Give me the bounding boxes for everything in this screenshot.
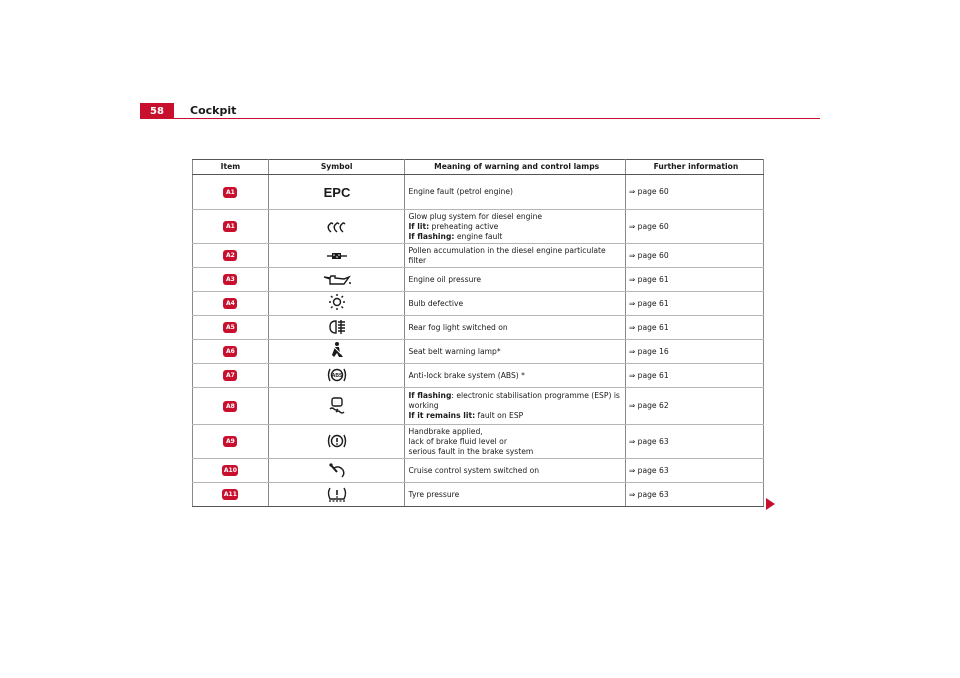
- table-row: [193, 210, 764, 244]
- symbol-cell: [268, 244, 405, 268]
- item-badge: A11: [223, 491, 237, 498]
- page-reference-link[interactable]: ⇒ page 60: [628, 221, 669, 231]
- meaning-cell: [405, 483, 625, 507]
- abs-icon: [326, 366, 348, 384]
- symbol-cell: [268, 483, 405, 507]
- column-header-meaning: Meaning of warning and control lamps: [405, 160, 625, 175]
- meaning-line: [408, 427, 624, 437]
- meaning-line: [408, 275, 624, 285]
- table-row: [193, 244, 764, 268]
- meaning-cell: [405, 292, 625, 316]
- table-row: [193, 364, 764, 388]
- meaning-cell: [405, 175, 625, 210]
- item-badge: A10: [223, 467, 237, 474]
- meaning-cell: [405, 210, 625, 244]
- meaning-cell: [405, 316, 625, 340]
- table-row: [193, 483, 764, 507]
- meaning-text: Bulb defective: [408, 298, 464, 308]
- svg-text:EPC: EPC: [323, 184, 350, 200]
- meaning-line: [408, 466, 624, 476]
- table-row: [193, 459, 764, 483]
- info-cell: [625, 364, 763, 388]
- info-cell: [625, 244, 763, 268]
- page-reference-link[interactable]: ⇒ page 62: [628, 401, 669, 410]
- info-cell: [625, 388, 763, 425]
- section-title: Cockpit: [190, 104, 237, 117]
- item-cell: [193, 388, 269, 425]
- item-cell: [193, 268, 269, 292]
- symbol-cell: [268, 364, 405, 388]
- symbol-cell: [268, 210, 405, 244]
- brake-warning-icon: [326, 432, 348, 450]
- particulate-filter-icon: [326, 247, 348, 265]
- meaning-text: Pollen accumulation in the diesel engine particulate filter: [408, 245, 606, 265]
- page-reference-link[interactable]: ⇒ page 60: [628, 250, 669, 260]
- info-cell: [625, 425, 763, 459]
- meaning-text: serious fault in the brake system: [408, 446, 534, 456]
- info-cell: [625, 340, 763, 364]
- meaning-line: [408, 437, 624, 447]
- page-reference-link[interactable]: ⇒ page 63: [628, 489, 669, 499]
- meaning-cell: [405, 459, 625, 483]
- meaning-label: If flashing: [408, 391, 452, 400]
- symbol-cell: [268, 340, 405, 364]
- tyre-pressure-icon: [326, 485, 348, 503]
- meaning-line: [408, 299, 624, 309]
- page-reference-link[interactable]: ⇒ page 61: [628, 274, 669, 284]
- meaning-cell: [405, 268, 625, 292]
- info-cell: [625, 316, 763, 340]
- meaning-cell: [405, 425, 625, 459]
- meaning-line: [408, 391, 624, 411]
- item-cell: [193, 175, 269, 210]
- warning-lamps-table: [192, 159, 764, 507]
- item-badge: A1: [223, 187, 237, 198]
- item-badge: A4: [223, 298, 237, 309]
- table-row: [193, 175, 764, 210]
- page-number: 58: [140, 103, 174, 119]
- meaning-text: Glow plug system for diesel engine: [408, 211, 543, 221]
- symbol-cell: [268, 425, 405, 459]
- meaning-cell: [405, 340, 625, 364]
- page-reference-link[interactable]: ⇒ page 60: [628, 187, 669, 196]
- meaning-text: Handbrake applied,: [408, 426, 483, 436]
- meaning-line: [408, 347, 624, 357]
- meaning-line: [408, 371, 624, 381]
- meaning-text: engine fault: [454, 231, 503, 241]
- table-row: [193, 388, 764, 425]
- item-badge: A3: [223, 274, 237, 285]
- meaning-text: Cruise control system switched on: [408, 465, 540, 475]
- page-reference-link[interactable]: ⇒ page 16: [628, 346, 669, 356]
- meaning-text: Tyre pressure: [408, 489, 460, 499]
- bulb-icon: [327, 293, 347, 311]
- meaning-text: lack of brake fluid level or: [408, 436, 507, 446]
- meaning-line: [408, 187, 624, 197]
- info-cell: [625, 210, 763, 244]
- meaning-text: preheating active: [429, 221, 499, 231]
- meaning-line: [408, 447, 624, 457]
- page-reference-link[interactable]: ⇒ page 61: [628, 370, 669, 380]
- rear-fog-light-icon: [327, 318, 347, 336]
- page-reference-link[interactable]: ⇒ page 61: [628, 298, 669, 308]
- item-badge: A2: [223, 250, 237, 261]
- meaning-text: fault on ESP: [475, 411, 524, 420]
- item-cell: [193, 364, 269, 388]
- item-cell: [193, 459, 269, 483]
- item-cell: [193, 340, 269, 364]
- item-cell: [193, 425, 269, 459]
- meaning-text: : electronic stabilisation programme (ESP) is working: [408, 391, 620, 410]
- oil-can-icon: [322, 271, 352, 289]
- meaning-line: [408, 212, 624, 222]
- meaning-text: Anti-lock brake system (ABS) *: [408, 370, 525, 380]
- esp-skid-icon: [327, 396, 347, 414]
- item-badge: A1: [223, 221, 237, 232]
- meaning-cell: [405, 364, 625, 388]
- symbol-cell: [268, 292, 405, 316]
- meaning-label: If lit:: [408, 221, 430, 231]
- page-reference-link[interactable]: ⇒ page 61: [628, 322, 669, 332]
- item-badge: A9: [223, 436, 237, 447]
- symbol-cell: [268, 388, 405, 425]
- table-header-row: [193, 160, 764, 175]
- column-header-item: Item: [193, 160, 269, 175]
- meaning-label: If it remains lit:: [408, 411, 476, 420]
- seat-belt-icon: [329, 341, 345, 359]
- table-row: [193, 268, 764, 292]
- symbol-cell: [268, 459, 405, 483]
- table-row: [193, 340, 764, 364]
- svg-text:ABS: ABS: [331, 372, 342, 379]
- info-cell: [625, 483, 763, 507]
- meaning-text: Seat belt warning lamp*: [408, 346, 501, 356]
- item-badge: A8: [223, 401, 237, 412]
- meaning-cell: [405, 388, 625, 425]
- page-reference-link[interactable]: ⇒ page 63: [628, 436, 669, 446]
- column-header-info: Further information: [625, 160, 763, 175]
- item-cell: [193, 483, 269, 507]
- item-badge: A7: [223, 370, 237, 381]
- glow-plug-icon: [326, 218, 348, 236]
- item-cell: [193, 316, 269, 340]
- meaning-text: Engine fault (petrol engine): [408, 187, 513, 196]
- info-cell: [625, 459, 763, 483]
- symbol-cell: [268, 175, 405, 210]
- page-reference-link[interactable]: ⇒ page 63: [628, 465, 669, 475]
- item-badge: A5: [223, 322, 237, 333]
- table-row: [193, 292, 764, 316]
- item-badge: A6: [223, 346, 237, 357]
- column-header-symbol: Symbol: [268, 160, 405, 175]
- info-cell: [625, 268, 763, 292]
- info-cell: [625, 175, 763, 210]
- meaning-text: Rear fog light switched on: [408, 322, 508, 332]
- meaning-line: [408, 323, 624, 333]
- meaning-line: [408, 222, 624, 232]
- next-page-arrow-icon[interactable]: [766, 498, 775, 510]
- meaning-cell: [405, 244, 625, 268]
- cruise-control-icon: [327, 461, 347, 479]
- item-cell: [193, 210, 269, 244]
- epc-icon: [325, 183, 349, 201]
- item-cell: [193, 244, 269, 268]
- table-row: [193, 425, 764, 459]
- symbol-cell: [268, 268, 405, 292]
- meaning-label: If flashing:: [408, 231, 455, 241]
- table-row: [193, 316, 764, 340]
- meaning-line: [408, 411, 624, 421]
- meaning-line: [408, 246, 624, 266]
- info-cell: [625, 292, 763, 316]
- symbol-cell: [268, 316, 405, 340]
- meaning-line: [408, 232, 624, 242]
- item-cell: [193, 292, 269, 316]
- header-rule: [140, 118, 820, 119]
- meaning-line: [408, 490, 624, 500]
- meaning-text: Engine oil pressure: [408, 274, 482, 284]
